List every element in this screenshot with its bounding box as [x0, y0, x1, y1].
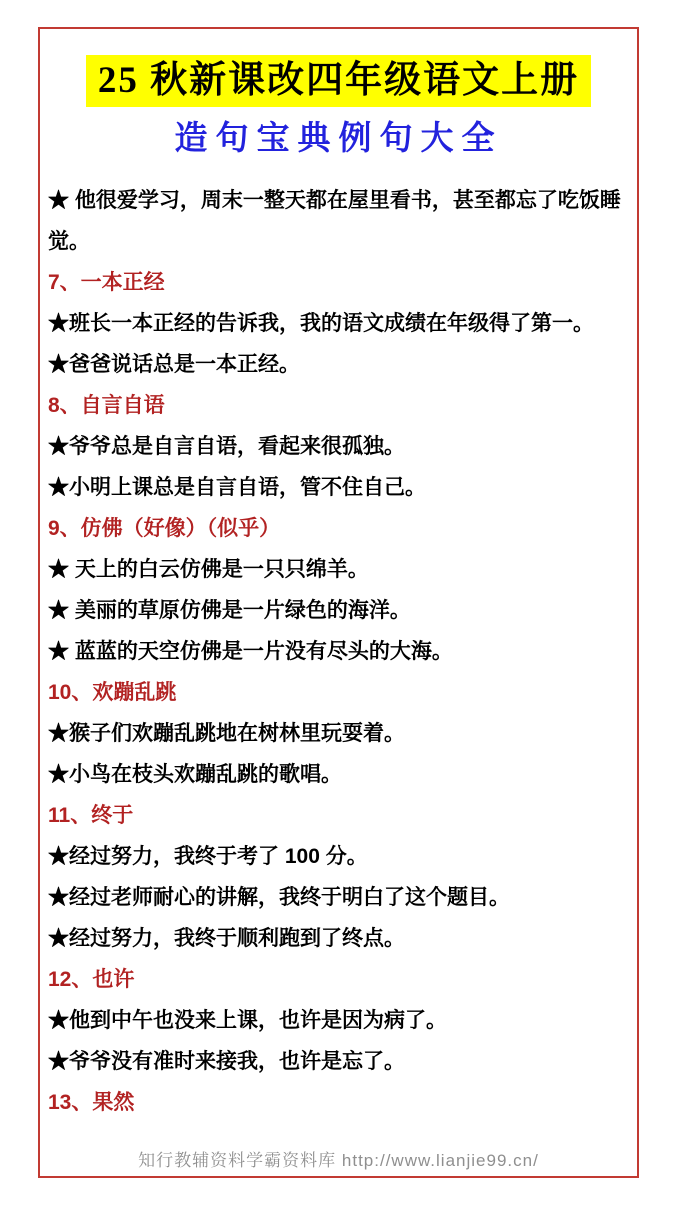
- section-heading: 12、也许: [48, 968, 135, 992]
- example-sentence: ★小明上课总是自言自语，管不住自己。: [48, 476, 426, 500]
- example-sentence: ★班长一本正经的告诉我，我的语文成绩在年级得了第一。: [48, 312, 594, 336]
- example-sentence: ★爷爷没有准时来接我，也许是忘了。: [48, 1050, 405, 1074]
- example-sentence: ★经过努力，我终于顺利跑到了终点。: [48, 927, 405, 951]
- example-sentence: ★爸爸说话总是一本正经。: [48, 353, 300, 377]
- example-sentence: ★经过老师耐心的讲解，我终于明白了这个题目。: [48, 886, 510, 910]
- example-sentence: ★猴子们欢蹦乱跳地在树林里玩耍着。: [48, 722, 405, 746]
- section-heading: 8、自言自语: [48, 394, 165, 418]
- example-sentence: ★他到中午也没来上课，也许是因为病了。: [48, 1009, 447, 1033]
- document-page-frame: [38, 27, 639, 1178]
- section-heading: 13、果然: [48, 1091, 135, 1115]
- document-header: [40, 55, 637, 159]
- section-heading: 7、一本正经: [48, 271, 165, 295]
- example-sentence: ★ 天上的白云仿佛是一只只绵羊。: [48, 558, 369, 582]
- page-subtitle: 造句宝典例句大全: [174, 121, 503, 158]
- content-list: [40, 180, 637, 1123]
- footer-watermark: 知行教辅资料学霸资料库 http://www.lianjie99.cn/: [138, 1151, 539, 1170]
- example-sentence: ★小鸟在枝头欢蹦乱跳的歌唱。: [48, 763, 342, 787]
- section-heading: 9、仿佛（好像）（似乎）: [48, 517, 281, 541]
- section-heading: 10、欢蹦乱跳: [48, 681, 177, 705]
- example-sentence: ★经过努力，我终于考了 100 分。: [48, 845, 368, 869]
- example-sentence: ★爷爷总是自言自语，看起来很孤独。: [48, 435, 405, 459]
- section-heading: 11、终于: [48, 804, 134, 828]
- example-sentence: ★ 蓝蓝的天空仿佛是一片没有尽头的大海。: [48, 640, 453, 664]
- example-sentence: ★ 美丽的草原仿佛是一片绿色的海洋。: [48, 599, 411, 623]
- page-title: 25 秋新课改四年级语文上册: [86, 55, 591, 107]
- example-sentence: ★ 他很爱学习，周末一整天都在屋里看书，甚至都忘了吃饭睡觉。: [48, 189, 621, 254]
